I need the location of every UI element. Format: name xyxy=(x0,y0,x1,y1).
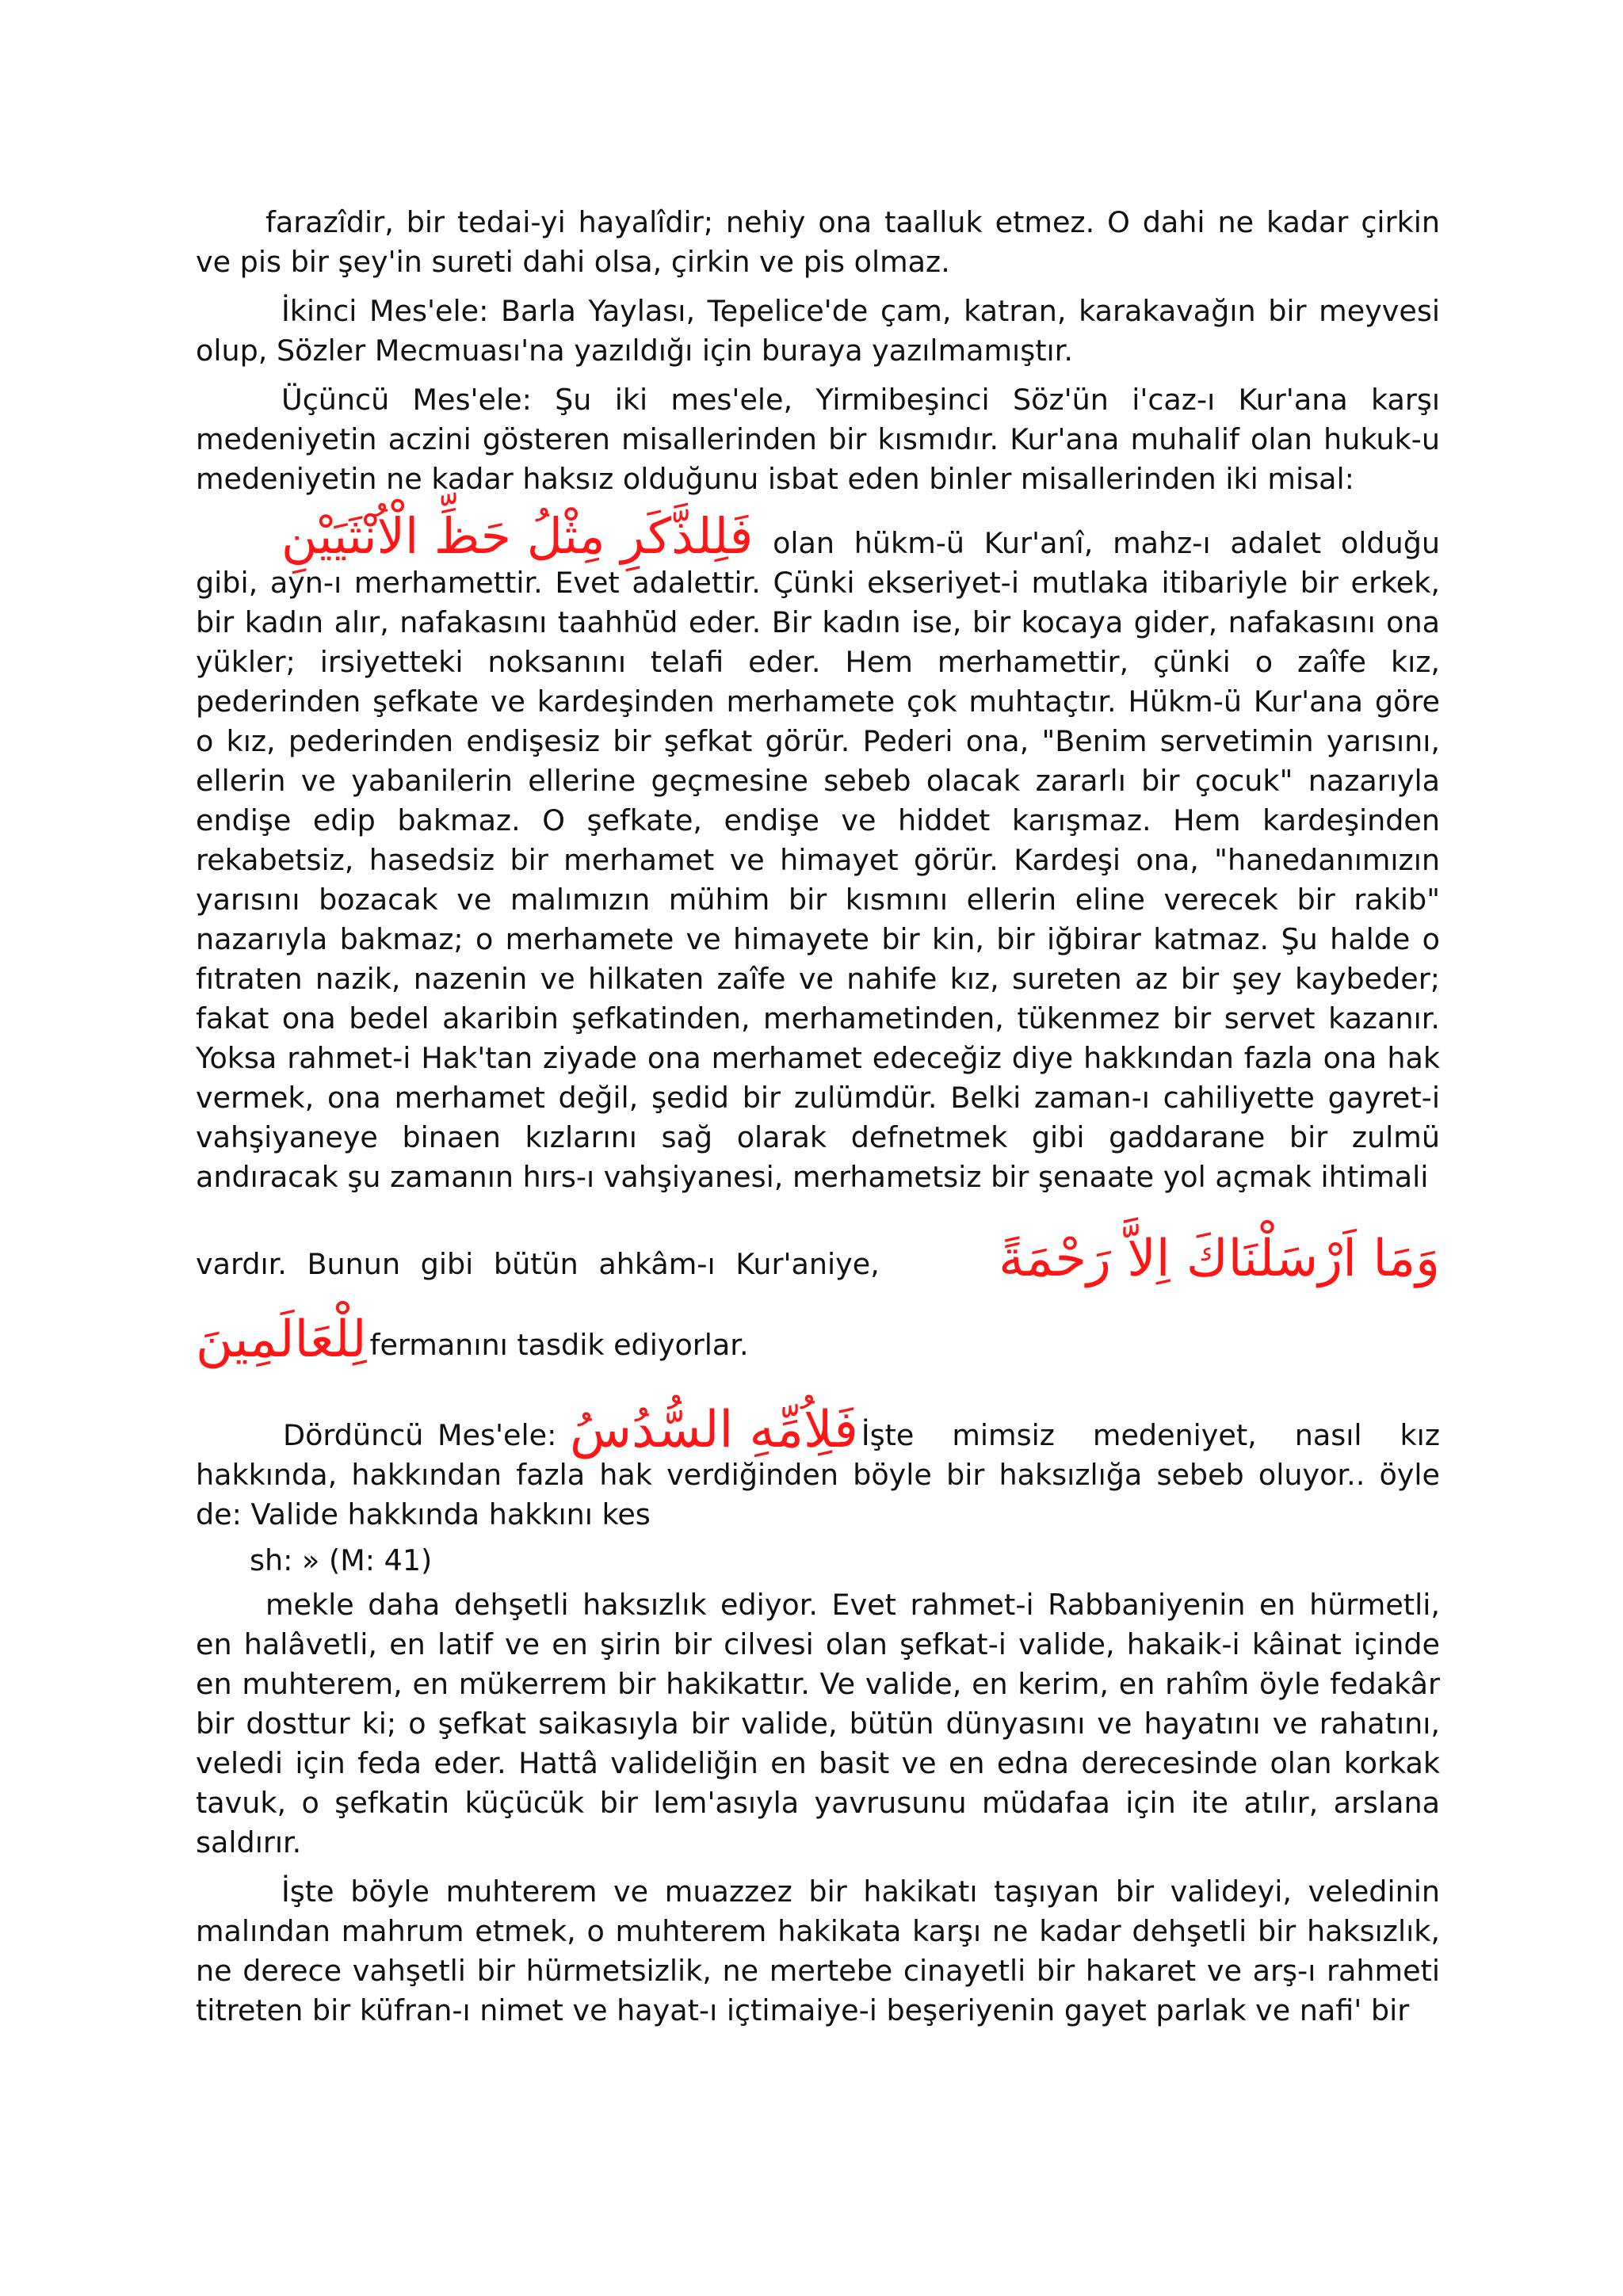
page-reference: sh: » (M: 41) xyxy=(250,1543,433,1577)
verse-line-mercy xyxy=(196,1221,1440,1288)
paragraph-mother-compassion: mekle daha dehşetli haksızlık ediyor. Evet rahmet-i Rabbaniyenin en hürmetli, en halâvetli, en latif ve en şirin bir cilvesi olan şefkat-i valide, hakaik-i kâinat içinde en muhterem, en mükerrem bir hakikattır. Ve valide, en kerim, en rahîm öyle fedakâr bir dosttur ki; o şefkat saikasıyla bir valide, bütün dünyasını ve hayatını ve rahatını, veledi için feda eder. Hattâ valideliğin en basit ve en edna derecesinde olan korkak tavuk, o şefkatin küçücük bir lem'asıyla yavrusunu müdafaa için ite atılır, arslana saldırır. xyxy=(196,1588,1440,1859)
paragraph-continuation: farazîdir, bir tedai-yi hayalîdir; nehiy ona taalluk etmez. O dahi ne kadar çirkin ve pis bir şey'in sureti dahi olsa, çirkin ve pis olmaz. xyxy=(196,205,1440,279)
arabic-verse-worlds: لِلْعَالَمِينَ xyxy=(196,1310,367,1369)
verse-line-worlds xyxy=(196,1305,1440,1369)
paragraph-third-question: Üçüncü Mes'ele: Şu iki mes'ele, Yirmibeşinci Söz'ün i'caz-ı Kur'ana karşı medeniyetin aczini gösteren misallerinden bir kısmıdır. Kur'ana muhalif olan hukuk-u medeniyetin ne kadar haksız olduğunu isbat eden binler misallerinden iki misal: xyxy=(196,383,1440,496)
paragraph-inheritance-ruling xyxy=(196,507,1440,1197)
paragraph-ahkam-text: vardır. Bunun gibi bütün ahkâm-ı Kur'aniye, xyxy=(196,1247,880,1281)
arabic-verse-inheritance: فَلِلذَّكَرِ مِثْلُ حَظِّ الْاُنْثَيَيْنِ xyxy=(281,507,754,565)
paragraph-inheritance-text: olan hükm-ü Kur'anî, mahz-ı adalet olduğu gibi, ayn-ı merhamettir. Evet adalettir. Çünki ekseriyet-i mutlaka itibariyle bir erkek, bir kadın alır, nafakasını taahhüd eder. Bir kadın ise, bir kocaya gider, nafakasını ona yükler; irsiyetteki noksanını telafi eder. Hem merhamettir, çünki o zaîfe kız, pederinden şefkate ve kardeşinden merhamete çok muhtaçtır. Hükm-ü Kur'ana göre o kız, pederinden endişesiz bir şefkat görür. Pederi ona, "Benim servetimin yarısını, ellerin ve yabanilerin ellerine geçmesine sebeb olacak zararlı bir çocuk" nazarıyla endişe edip bakmaz. O şefkate, endişe ve hiddet karışmaz. Hem kardeşinden rekabetsiz, hasedsiz bir merhamet ve himayet görür. Kardeşi ona, "hanedanımızın yarısını bozacak ve malımızın mühim bir kısmını ellerin eline verecek bir rakib" nazarıyla bakmaz; o merhamete ve himayete bir kin, bir iğbirar katmaz. Şu halde o fıtraten nazik, nazenin ve hilkaten zaîfe ve nahife kız, sureten az bir şey kaybeder; fakat ona bedel akaribin şefkatinden, merhametinden, tükenmez bir servet kazanır. Yoksa rahmet-i Hak'tan ziyade ona merhamet edeceğiz diye hakkından fazla ona hak vermek, ona merhamet değil, şedid bir zulümdür. Belki zaman-ı cahiliyette gayret-i vahşiyaneye binaen kızlarını sağ olarak defnetmek gibi gaddarane bir zulmü andıracak şu zamanın hırs-ı vahşiyanesi, merhametsiz bir şenaate yol açmak ihtimali xyxy=(196,526,1440,1194)
arabic-verse-mother-share: فَلِاُمِّهِ السُّدُسُ xyxy=(570,1401,858,1459)
paragraph-second-question: İkinci Mes'ele: Barla Yaylası, Tepelice'de çam, katran, karakavağın bir meyvesi olup, Sözler Mecmuası'na yazıldığı için buraya yazılmamıştır. xyxy=(196,294,1440,368)
verse-line-mother xyxy=(196,1400,1440,1459)
fourth-question-text-rest: hakkında, hakkından fazla hak verdiğinden böyle bir haksızlığa sebeb oluyor.. öyle de: Valide hakkında hakkını kes xyxy=(196,1458,1440,1531)
paragraph-mother-rights: İşte böyle muhterem ve muazzez bir hakikatı taşıyan bir valideyi, veledinin malından mahrum etmek, o muhterem hakikata karşı ne kadar dehşetli bir haksızlık, ne derece vahşetli bir hürmetsizlik, ne mertebe cinayetli bir hakaret ve arş-ı rahmeti titreten bir küfran-ı nimet ve hayat-ı içtimaiye-i beşeriyenin gayet parlak ve nafi' bir xyxy=(196,1875,1440,2027)
paragraph-ferman-text: fermanını tasdik ediyorlar. xyxy=(369,1328,749,1362)
document-page xyxy=(196,203,1440,2031)
fourth-question-text-start: İşte mimsiz medeniyet, nasıl kız xyxy=(861,1418,1440,1452)
arabic-verse-mercy: وَمَا اَرْسَلْنَاكَ اِلاَّ رَحْمَةً xyxy=(999,1230,1440,1288)
fourth-question-label: Dördüncü Mes'ele: xyxy=(283,1418,557,1452)
